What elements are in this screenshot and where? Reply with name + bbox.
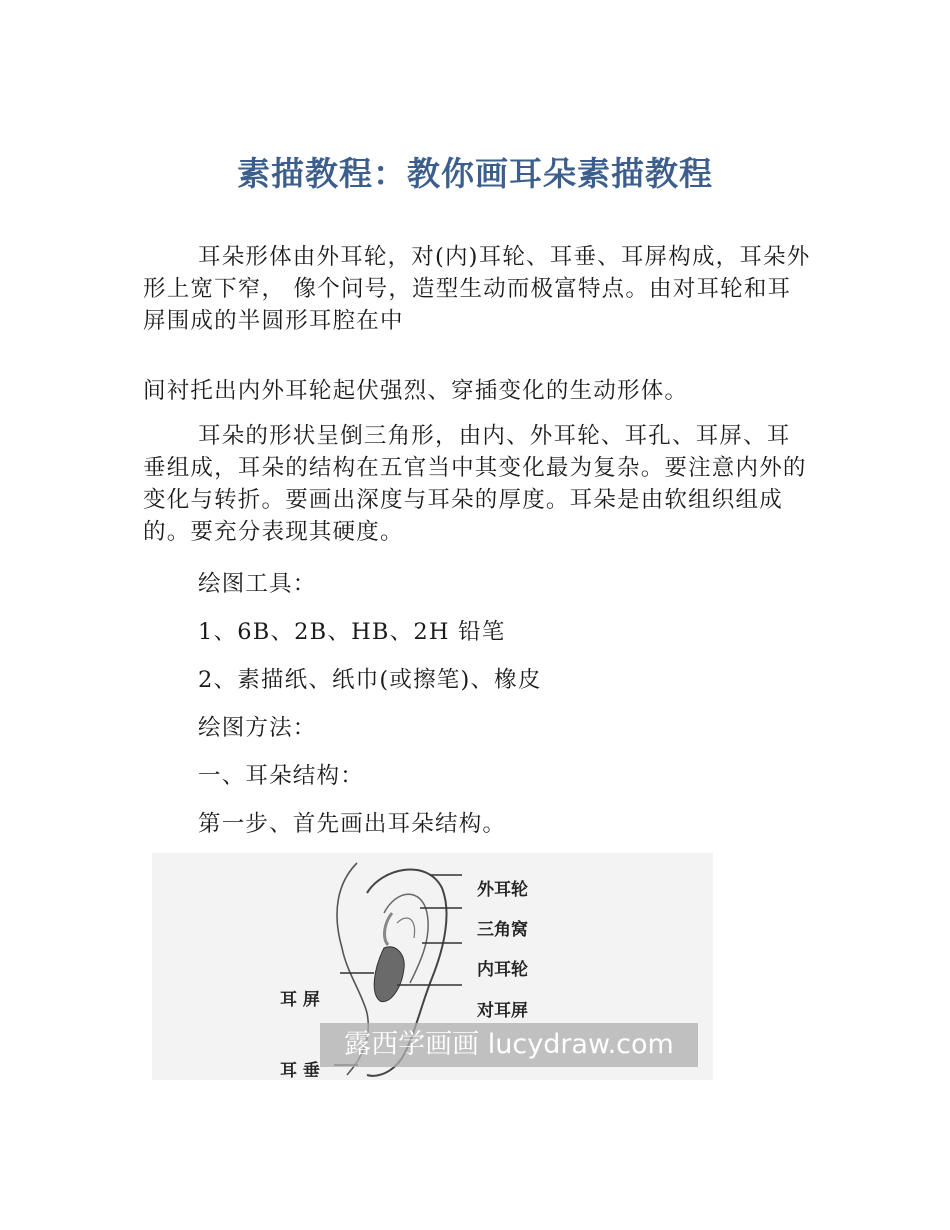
label-triangular-fossa: 三角窝 [477, 920, 528, 940]
label-antitragus: 对耳屏 [477, 1001, 528, 1021]
tool-item-paper: 2、素描纸、纸巾(或擦笔)、橡皮 [198, 667, 542, 693]
watermark: 露西学画画 lucydraw.com [320, 1023, 698, 1067]
label-outer-helix: 外耳轮 [477, 880, 528, 900]
section-ear-structure: 一、耳朵结构： [198, 763, 364, 789]
tool-item-pencils: 1、6B、2B、HB、2H 铅笔 [198, 619, 506, 645]
step-one: 第一步、首先画出耳朵结构。 [198, 811, 507, 837]
method-heading: 绘图方法： [198, 715, 317, 741]
paragraph-ear-form-continued: 间衬托出内外耳轮起伏强烈、穿插变化的生动形体。 [143, 378, 689, 404]
tools-heading: 绘图工具： [198, 571, 317, 597]
label-tragus: 耳 屏 [280, 990, 320, 1010]
paragraph-ear-shape: 耳朵的形状呈倒三角形，由内、外耳轮、耳孔、耳屏、耳垂组成，耳朵的结构在五官当中其变化最为复杂。要注意内外的变化与转折。要画出深度与耳朵的厚度。耳朵是由软组织组成的。要充分表现其硬度。 [143, 423, 807, 545]
label-inner-helix: 内耳轮 [477, 960, 528, 980]
ear-structure-figure [152, 853, 713, 1080]
label-lobe: 耳 垂 [280, 1061, 320, 1081]
paragraph-ear-form: 耳朵形体由外耳轮，对(内)耳轮、耳垂、耳屏构成，耳朵外形上宽下窄， 像个问号，造型生动而极富特点。由对耳轮和耳屏围成的半圆形耳腔在中 [143, 244, 811, 334]
page-title: 素描教程：教你画耳朵素描教程 [237, 154, 713, 193]
